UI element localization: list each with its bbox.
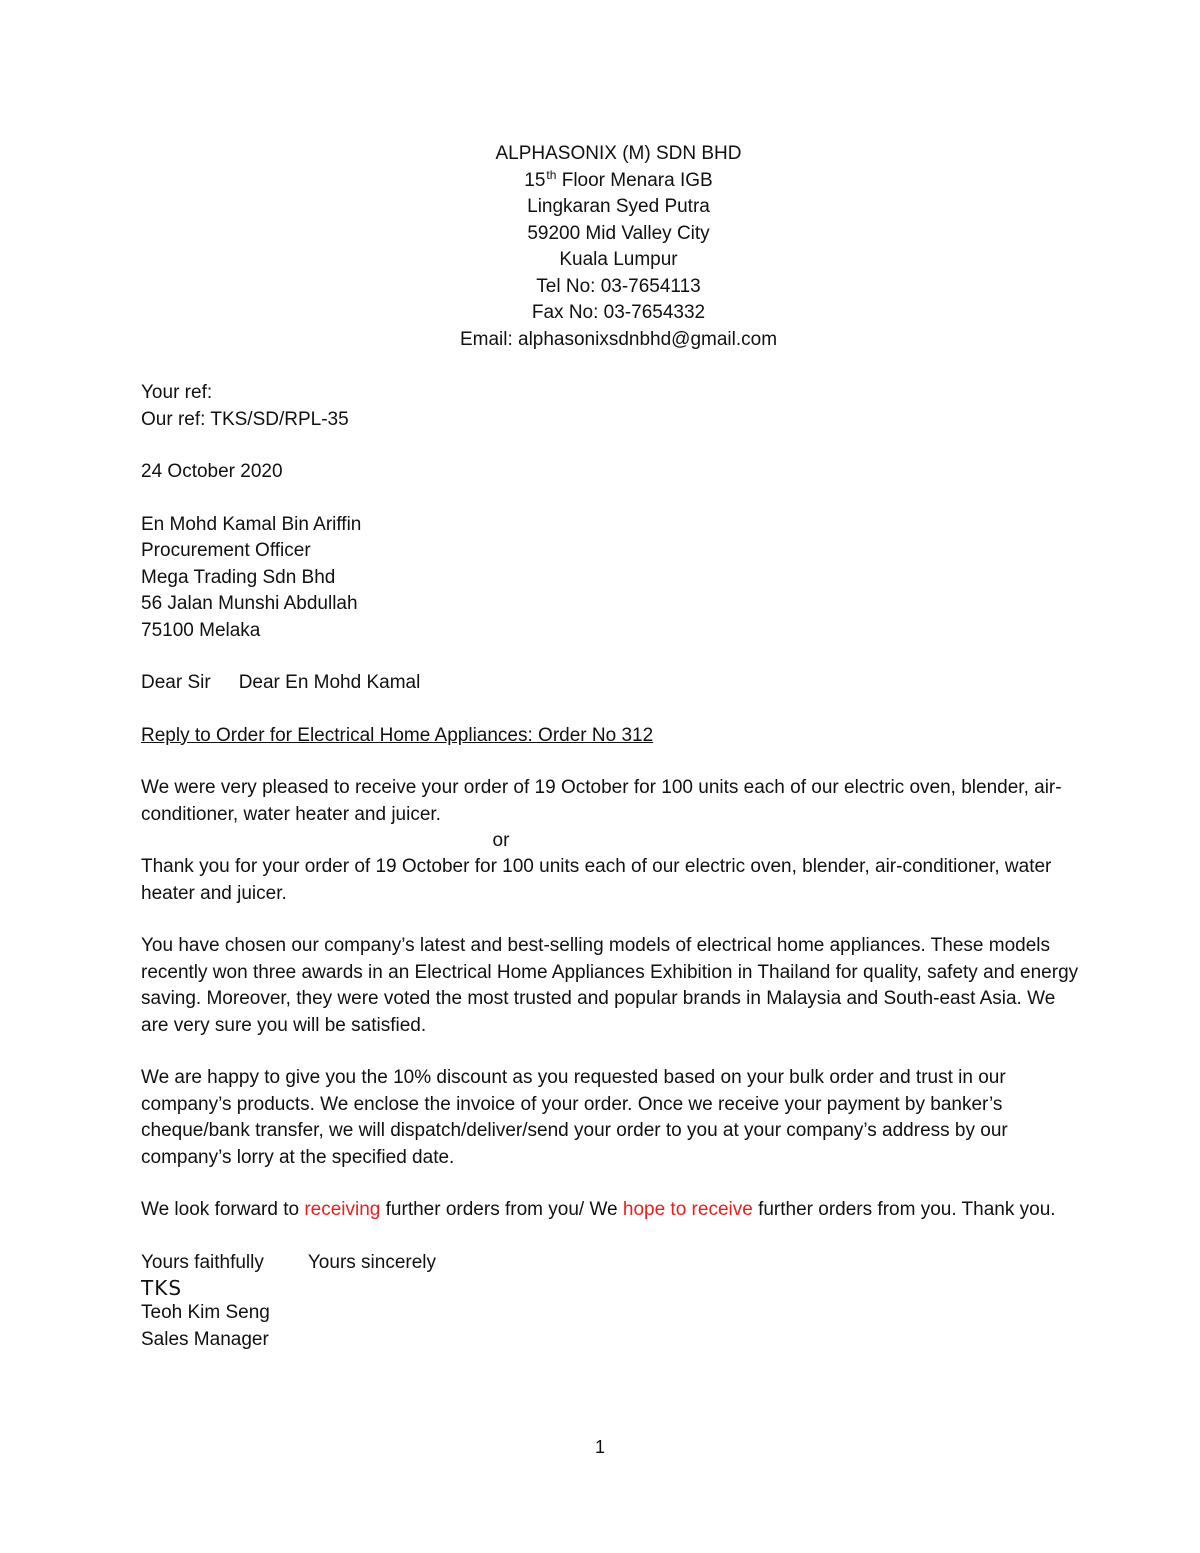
salutation bbox=[141, 670, 1081, 697]
floor-suffix: th bbox=[546, 167, 557, 182]
paragraph-models: You have chosen our company’s latest and best-selling models of electrical home appliances. These models recently won three awards in an Electrical Home Appliances Exhibition in Thailand for quality, safety and energy saving. Moreover, they were voted the most trusted and popular brands in Malaysia and South-east Asia. We are very sure you will be satisfied. bbox=[141, 935, 1079, 1036]
fax: Fax No: 03-7654332 bbox=[531, 302, 706, 323]
closing-part-1: We look forward to bbox=[141, 1199, 305, 1220]
your-ref: Your ref: bbox=[141, 382, 213, 403]
subject-line: Reply to Order for Electrical Home Appliances: Order No 312 bbox=[141, 724, 654, 746]
closing-part-3: further orders from you. Thank you. bbox=[752, 1199, 1056, 1220]
close-option-2: Yours sincerely bbox=[307, 1251, 437, 1273]
company-name: ALPHASONIX (M) SDN BHD bbox=[495, 143, 742, 164]
recipient-postcode: 75100 Melaka bbox=[141, 619, 261, 641]
salutation-option-2: Dear En Mohd Kamal bbox=[238, 672, 421, 693]
complimentary-close bbox=[141, 1250, 1081, 1277]
floor-rest: Floor Menara IGB bbox=[556, 169, 713, 191]
opening-option-a: We were very pleased to receive your order of 19 October for 100 units each of our electric oven, blender, air-conditioner, water heater and juicer. bbox=[141, 777, 1062, 825]
address-postcode: 59200 Mid Valley City bbox=[527, 222, 710, 244]
opening-option-b: Thank you for your order of 19 October for 100 units each of our electric oven, blender, air-conditioner, water heater and juicer. bbox=[141, 856, 1052, 904]
our-ref: Our ref: TKS/SD/RPL-35 bbox=[141, 408, 349, 430]
recipient-street: 56 Jalan Munshi Abdullah bbox=[141, 593, 358, 614]
letter-date: 24 October 2020 bbox=[141, 461, 283, 482]
signatory-name: Teoh Kim Seng bbox=[141, 1302, 270, 1323]
references bbox=[141, 380, 1081, 433]
letter-page bbox=[141, 141, 1081, 1353]
recipient-company: Mega Trading Sdn Bhd bbox=[141, 566, 336, 588]
salutation-option-1: Dear Sir bbox=[141, 672, 211, 693]
signatory-position: Sales Manager bbox=[141, 1328, 269, 1350]
closing-highlight-1: receiving bbox=[304, 1199, 381, 1220]
address-state: Kuala Lumpur bbox=[559, 249, 678, 270]
close-option-1: Yours faithfully bbox=[141, 1251, 264, 1273]
floor-number: 15 bbox=[524, 169, 546, 191]
address-street: Lingkaran Syed Putra bbox=[527, 196, 710, 217]
signature-initials: TKS bbox=[141, 1276, 183, 1300]
closing-part-2: further orders from you/ We bbox=[380, 1199, 623, 1220]
letterhead bbox=[141, 141, 1096, 353]
closing-highlight-2: hope to receive bbox=[622, 1199, 753, 1220]
recipient-address bbox=[141, 512, 1081, 645]
recipient-title: Procurement Officer bbox=[141, 540, 311, 561]
email: Email: alphasonixsdnbhd@gmail.com bbox=[459, 328, 778, 350]
telephone: Tel No: 03-7654113 bbox=[536, 275, 701, 297]
or-separator: or bbox=[492, 830, 510, 851]
page-number: 1 bbox=[594, 1437, 605, 1457]
recipient-name: En Mohd Kamal Bin Ariffin bbox=[141, 513, 362, 535]
address-floor bbox=[141, 168, 1096, 195]
paragraph-closing bbox=[141, 1197, 1079, 1224]
paragraph-discount: We are happy to give you the 10% discount as you requested based on your bulk order and trust in our company’s products. We enclose the invoice of your order. Once we receive your payment by banker’s cheque/bank transfer, we will dispatch/deliver/send your order to you at your company’s address by our company’s lorry at the specified date. bbox=[141, 1067, 1008, 1168]
